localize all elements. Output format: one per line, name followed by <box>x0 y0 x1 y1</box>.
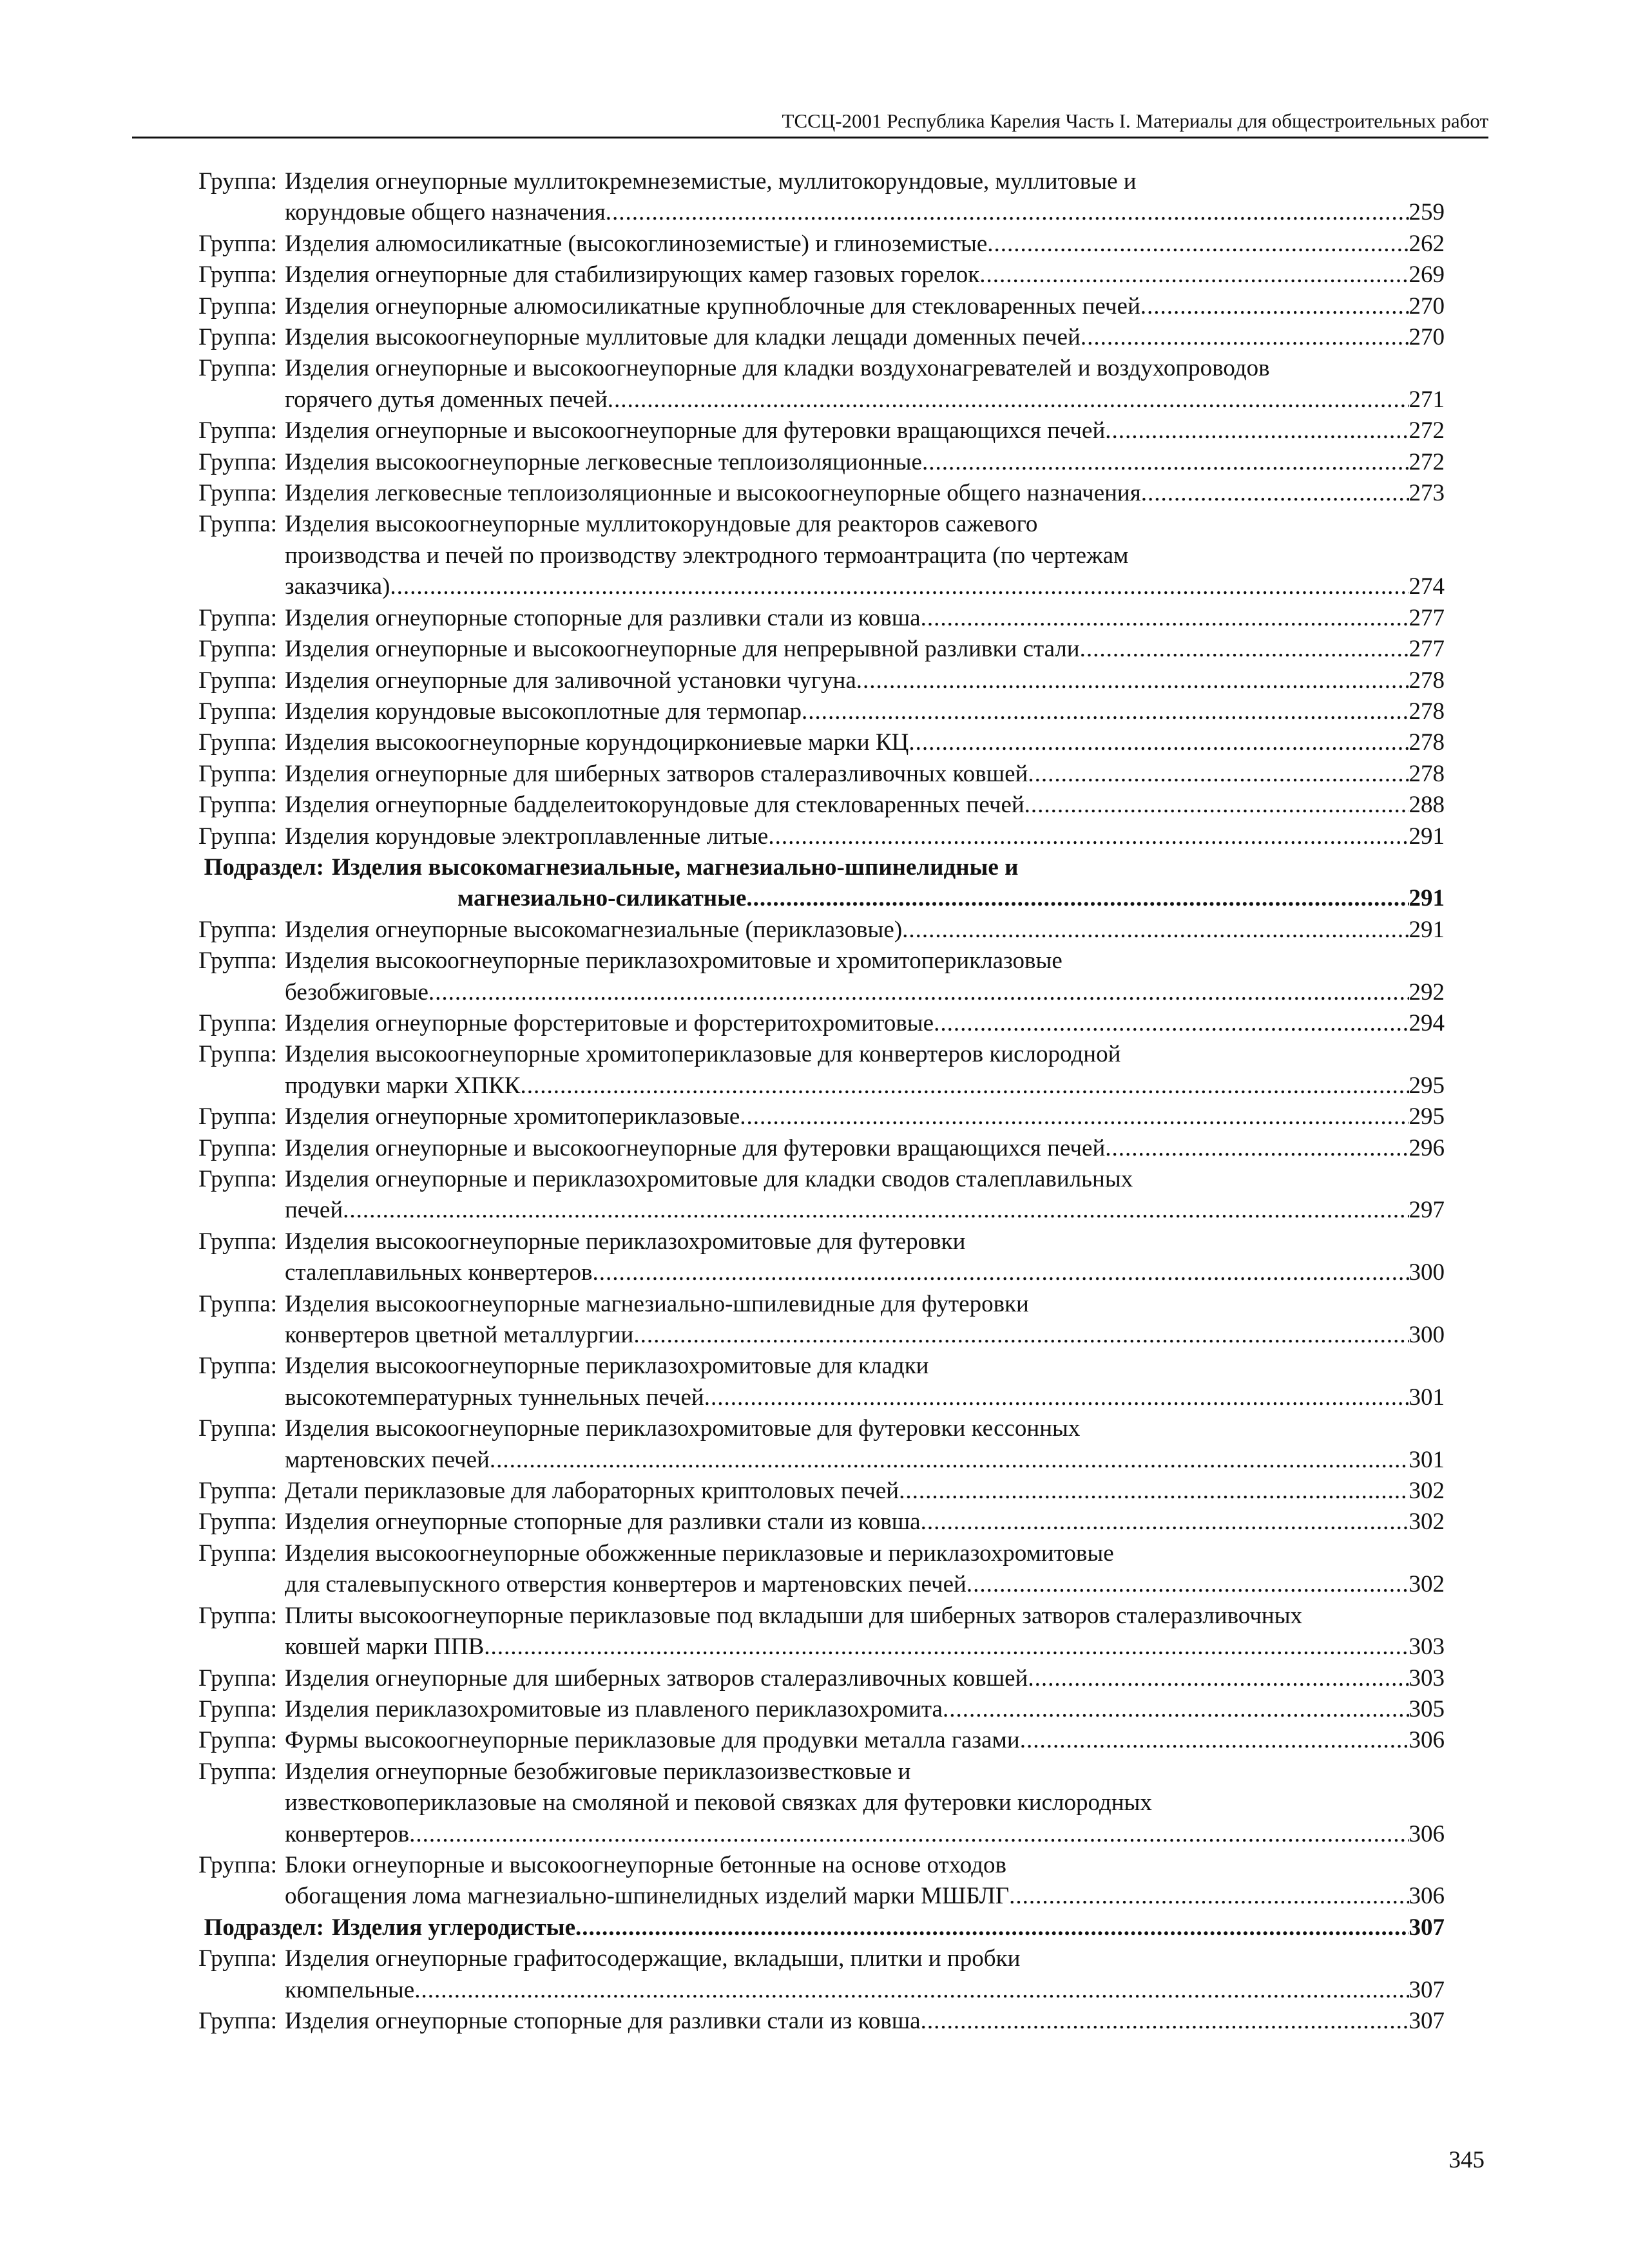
toc-leader-dots <box>633 1320 1409 1351</box>
toc-entry-page: 278 <box>1409 760 1445 787</box>
toc-entry-prefix: Группа: <box>198 1478 277 1505</box>
toc-entry-title-line: мартеновских печей <box>285 1446 490 1473</box>
toc-leader-dots <box>746 883 1409 914</box>
toc-entry-page: 307 <box>1409 1914 1445 1941</box>
toc-entry-title-line: Изделия высокоогнеупорные обожженные периклазовые и периклазохромитовые <box>285 1539 1114 1567</box>
toc-entry-title-line: Изделия огнеупорные стопорные для разливки стали из ковша <box>285 1509 921 1536</box>
toc-entry-page: 270 <box>1409 324 1445 351</box>
toc-entry-title-line: Изделия высокоогнеупорные периклазохромитовые для футеровки кессонных <box>285 1415 1081 1442</box>
toc-entry-title-line: Изделия высокоогнеупорные магнезиально-шпилевидные для футеровки <box>285 1290 1029 1317</box>
toc-entry-page: 292 <box>1409 978 1445 1005</box>
toc-subsection-entry <box>174 852 1445 915</box>
toc-entry-page: 302 <box>1409 1478 1445 1505</box>
toc-entry-title-line: Изделия высокоогнеупорные периклазохромитовые для футеровки <box>285 1228 966 1255</box>
toc-entry-page: 269 <box>1409 262 1445 289</box>
toc-entry-prefix: Группа: <box>198 1727 277 1754</box>
toc-entry-title-line: Изделия огнеупорные хромитопериклазовые <box>285 1103 740 1130</box>
toc-group-entry <box>174 260 1445 291</box>
toc-entry-prefix: Группа: <box>198 1353 277 1380</box>
toc-leader-dots <box>1081 322 1409 353</box>
toc-group-entry <box>174 634 1445 665</box>
toc-group-entry <box>174 727 1445 758</box>
toc-entry-prefix: Группа: <box>198 262 277 289</box>
toc-entry-title-line: Изделия корундовые электроплавленные литые <box>285 823 769 850</box>
toc-entry-title-line: Изделия легковесные теплоизоляционные и высокоогнеупорные общего назначения <box>285 480 1141 507</box>
toc-entry-page: 278 <box>1409 729 1445 756</box>
toc-entry-page: 296 <box>1409 1134 1445 1161</box>
toc-entry-page: 301 <box>1409 1384 1445 1411</box>
toc-entry-prefix: Группа: <box>198 1695 277 1722</box>
toc-entry-page: 278 <box>1409 698 1445 725</box>
toc-entry-prefix: Группа: <box>198 292 277 319</box>
toc-entry-title-line: Изделия высокоогнеупорные легковесные теплоизоляционные <box>285 448 922 475</box>
toc-group-entry <box>174 1757 1445 1850</box>
toc-leader-dots <box>608 385 1409 415</box>
toc-group-entry <box>174 478 1445 509</box>
toc-entry-prefix: Подраздел: <box>204 853 324 881</box>
toc-leader-dots <box>390 571 1409 602</box>
toc-entry-title-line: ковшей марки ППВ <box>285 1634 485 1661</box>
toc-entry-page: 301 <box>1409 1446 1445 1473</box>
toc-entry-title-line: Изделия огнеупорные и высокоогнеупорные для непрерывной разливки стали <box>285 636 1080 663</box>
toc-entry-title-line: Изделия высокоогнеупорные муллитовые для кладки лещади доменных печей <box>285 324 1081 351</box>
toc-group-entry <box>174 509 1445 602</box>
toc-entry-title-line: горячего дутья доменных печей <box>285 386 608 413</box>
toc-group-entry <box>174 1601 1445 1663</box>
toc-leader-dots <box>802 696 1409 727</box>
toc-leader-dots <box>768 821 1409 852</box>
toc-group-entry <box>174 1289 1445 1351</box>
toc-group-entry <box>174 1351 1445 1413</box>
toc-entry-page: 297 <box>1409 1197 1445 1224</box>
toc-entry-prefix: Группа: <box>198 355 277 382</box>
toc-group-entry <box>174 1039 1445 1101</box>
toc-entry-prefix: Группа: <box>198 1945 277 1972</box>
toc-entry-page: 291 <box>1409 823 1445 850</box>
toc-entry-title-line: Плиты высокоогнеупорные периклазовые под вкладыши для шиберных затворов сталеразливочных <box>285 1602 1303 1629</box>
toc-entry-prefix: Группа: <box>198 1103 277 1130</box>
toc-group-entry <box>174 166 1445 229</box>
toc-entry-prefix: Группа: <box>198 1664 277 1691</box>
toc-entry-title-line: Изделия огнеупорные графитосодержащие, вкладыши, плитки и пробки <box>285 1945 1021 1972</box>
toc-entry-title-line: Изделия огнеупорные муллитокремнеземистые, муллитокорундовые, муллитовые и <box>285 168 1137 195</box>
toc-entry-title-line: Изделия огнеупорные стопорные для разливки стали из ковша <box>285 604 921 631</box>
toc-entry-prefix: Группа: <box>198 417 277 444</box>
toc-leader-dots <box>606 197 1409 228</box>
toc-entry-page: 306 <box>1409 1883 1445 1910</box>
toc-entry-page: 300 <box>1409 1322 1445 1349</box>
toc-group-entry <box>174 1663 1445 1694</box>
toc-group-entry <box>174 2006 1445 2037</box>
toc-group-entry <box>174 1538 1445 1601</box>
toc-entry-title-line: Фурмы высокоогнеупорные периклазовые для продувки металла газами <box>285 1727 1020 1754</box>
toc-entry-prefix: Группа: <box>198 1228 277 1255</box>
toc-entry-title-line: Блоки огнеупорные и высокоогнеупорные бетонные на основе отходов <box>285 1851 1006 1878</box>
toc-leader-dots <box>922 447 1409 478</box>
toc-entry-page: 307 <box>1409 2007 1445 2034</box>
toc-entry-title-line: Изделия огнеупорные для шиберных затворов сталеразливочных ковшей <box>285 760 1028 787</box>
toc-entry-page: 295 <box>1409 1072 1445 1099</box>
toc-entry-prefix: Группа: <box>198 480 277 507</box>
toc-leader-dots <box>1028 759 1409 790</box>
running-header <box>132 108 1488 138</box>
toc-leader-dots <box>740 1101 1409 1132</box>
toc-leader-dots <box>343 1195 1409 1226</box>
toc-entry-page: 272 <box>1409 417 1445 444</box>
running-header-title: ТССЦ-2001 Республика Карелия Часть I. Материалы для общестроительных работ <box>782 110 1488 132</box>
toc-group-entry <box>174 291 1445 322</box>
toc-entry-page: 303 <box>1409 1634 1445 1661</box>
toc-group-entry <box>174 447 1445 478</box>
toc-leader-dots <box>909 727 1409 758</box>
toc-group-entry <box>174 1008 1445 1039</box>
toc-group-entry <box>174 353 1445 415</box>
toc-leader-dots <box>987 229 1409 260</box>
toc-entry-page: 305 <box>1409 1695 1445 1722</box>
toc-entry-page: 303 <box>1409 1664 1445 1691</box>
toc-group-entry <box>174 1413 1445 1476</box>
toc-group-entry <box>174 603 1445 634</box>
toc-entry-prefix: Группа: <box>198 916 277 943</box>
toc-entry-page: 295 <box>1409 1103 1445 1130</box>
toc-group-entry <box>174 415 1445 446</box>
toc-leader-dots <box>1028 1663 1409 1694</box>
toc-entry-title-line: Изделия огнеупорные форстеритовые и форстеритохромитовые <box>285 1009 934 1036</box>
toc-entry-title-line: корундовые общего назначения <box>285 199 606 226</box>
toc-leader-dots <box>856 665 1409 696</box>
page-number: 345 <box>1448 2147 1485 2173</box>
toc-entry-title-line: Изделия огнеупорные для шиберных затворов сталеразливочных ковшей <box>285 1664 1028 1691</box>
toc-entry-title-line: известковопериклазовые на смоляной и пековой связках для футеровки кислородных <box>285 1789 1152 1816</box>
toc-leader-dots <box>414 1975 1409 2006</box>
toc-leader-dots <box>921 603 1409 634</box>
toc-entry-title-line: Изделия корундовые высокоплотные для термопар <box>285 698 802 725</box>
toc-entry-title-line: Изделия огнеупорные и высокоогнеупорные для кладки воздухонагревателей и воздухопроводов <box>285 355 1270 382</box>
toc-group-entry <box>174 229 1445 260</box>
toc-entry-prefix: Группа: <box>198 1009 277 1036</box>
toc-leader-dots <box>902 915 1409 946</box>
toc-leader-dots <box>979 260 1409 291</box>
toc-entry-title-line: для сталевыпускного отверстия конвертеров и мартеновских печей <box>285 1571 966 1598</box>
toc-entry-title-line: производства и печей по производству электродного термоантрацита (по чертежам <box>285 542 1129 569</box>
toc-leader-dots <box>1009 1881 1409 1912</box>
toc-leader-dots <box>575 1912 1409 1943</box>
toc-entry-page: 277 <box>1409 604 1445 631</box>
toc-entry-prefix: Группа: <box>198 511 277 538</box>
toc-entry-prefix: Группа: <box>198 1134 277 1161</box>
toc-entry-page: 262 <box>1409 230 1445 257</box>
toc-entry-page: 288 <box>1409 792 1445 819</box>
toc-leader-dots <box>921 2006 1409 2037</box>
toc-entry-page: 294 <box>1409 1009 1445 1036</box>
toc-entry-title-line: Изделия высокомагнезиальные, магнезиально-шпинелидные и <box>332 853 1019 881</box>
toc-entry-page: 300 <box>1409 1259 1445 1286</box>
toc-entry-title-line: магнезиально-силикатные <box>457 885 747 912</box>
toc-entry-title-line: Детали периклазовые для лабораторных криптоловых печей <box>285 1478 899 1505</box>
toc-entry-prefix: Группа: <box>198 1415 277 1442</box>
toc-entry-prefix: Группа: <box>198 1851 277 1878</box>
toc-group-entry <box>174 1164 1445 1226</box>
toc-entry-title-line: Изделия периклазохромитовые из плавленого периклазохромита <box>285 1695 943 1722</box>
toc-entry-title-line: Изделия огнеупорные стопорные для разливки стали из ковша <box>285 2007 921 2034</box>
toc-entry-title-line: Изделия огнеупорные безобжиговые периклазоизвестковые и <box>285 1758 911 1785</box>
toc-entry-title-line: Изделия огнеупорные для стабилизирующих камер газовых горелок <box>285 262 980 289</box>
toc-group-entry <box>174 946 1445 1008</box>
toc-leader-dots <box>409 1819 1409 1850</box>
toc-group-entry <box>174 1725 1445 1756</box>
toc-entry-page: 273 <box>1409 480 1445 507</box>
toc-entry-page: 291 <box>1409 916 1445 943</box>
toc-entry-title-line: обогащения лома магнезиально-шпинелидных изделий марки МШБЛГ <box>285 1883 1010 1910</box>
toc-entry-page: 272 <box>1409 448 1445 475</box>
toc-group-entry <box>174 1101 1445 1132</box>
toc-entry-title-line: сталеплавильных конвертеров <box>285 1259 593 1286</box>
toc-leader-dots <box>921 1507 1409 1538</box>
toc-entry-prefix: Группа: <box>198 698 277 725</box>
toc-entry-title-line: безобжиговые <box>285 978 428 1005</box>
toc-entry-prefix: Группа: <box>198 230 277 257</box>
toc-entry-prefix: Группа: <box>198 823 277 850</box>
toc-entry-title-line: продувки марки ХПКК <box>285 1072 521 1099</box>
toc-entry-page: 302 <box>1409 1509 1445 1536</box>
toc-entry-title-line: Изделия углеродистые <box>332 1914 576 1941</box>
toc-leader-dots <box>428 977 1409 1008</box>
toc-leader-dots <box>593 1257 1409 1288</box>
toc-group-entry <box>174 915 1445 946</box>
toc-entry-page: 277 <box>1409 636 1445 663</box>
toc-entry-prefix: Группа: <box>198 760 277 787</box>
toc-entry-title-line: Изделия огнеупорные алюмосиликатные крупноблочные для стекловаренных печей <box>285 292 1140 319</box>
toc-entry-title-line: конвертеров цветной металлургии <box>285 1322 634 1349</box>
toc-group-entry <box>174 1226 1445 1289</box>
toc-entry-prefix: Группа: <box>198 729 277 756</box>
toc-entry-title-line: Изделия высокоогнеупорные периклазохромитовые и хромитопериклазовые <box>285 948 1062 975</box>
toc-entry-title-line: заказчика) <box>285 573 390 600</box>
toc-leader-dots <box>1105 415 1409 446</box>
toc-entry-prefix: Группа: <box>198 1758 277 1785</box>
toc-entry-title-line: печей <box>285 1197 343 1224</box>
toc-entry-prefix: Группа: <box>198 1602 277 1629</box>
toc-leader-dots <box>1105 1133 1409 1164</box>
toc-entry-prefix: Группа: <box>198 1290 277 1317</box>
toc-leader-dots <box>966 1569 1409 1600</box>
toc-entry-page: 274 <box>1409 573 1445 600</box>
toc-entry-title-line: Изделия огнеупорные и периклазохромитовые для кладки сводов сталеплавильных <box>285 1166 1133 1192</box>
toc-entry-page: 259 <box>1409 199 1445 226</box>
toc-entry-title-line: кюмпельные <box>285 1976 415 2003</box>
toc-entry-prefix: Группа: <box>198 168 277 195</box>
toc-leader-dots <box>1020 1725 1409 1756</box>
toc-group-entry <box>174 665 1445 696</box>
toc-entry-prefix: Группа: <box>198 1166 277 1192</box>
toc-entry-prefix: Группа: <box>198 667 277 694</box>
toc-entry-title-line: Изделия огнеупорные и высокоогнеупорные для футеровки вращающихся печей <box>285 1134 1106 1161</box>
toc-leader-dots <box>1024 790 1409 821</box>
toc-entry-page: 291 <box>1409 885 1445 912</box>
toc-leader-dots <box>490 1445 1409 1476</box>
toc-entry-prefix: Группа: <box>198 2007 277 2034</box>
toc-group-entry <box>174 1943 1445 2006</box>
toc-entry-prefix: Группа: <box>198 948 277 975</box>
toc-entry-title-line: Изделия высокоогнеупорные муллитокорундовые для реакторов сажевого <box>285 511 1038 538</box>
toc-group-entry <box>174 1476 1445 1507</box>
toc-group-entry <box>174 790 1445 821</box>
toc-leader-dots <box>520 1071 1409 1101</box>
toc-entry-prefix: Группа: <box>198 1509 277 1536</box>
toc-leader-dots <box>1080 634 1409 665</box>
toc-entry-prefix: Группа: <box>198 636 277 663</box>
toc-leader-dots <box>943 1694 1409 1725</box>
toc-entry-title-line: Изделия огнеупорные и высокоогнеупорные для футеровки вращающихся печей <box>285 417 1106 444</box>
toc-group-entry <box>174 322 1445 353</box>
toc-leader-dots <box>484 1632 1409 1663</box>
toc-entry-title-line: Изделия высокоогнеупорные периклазохромитовые для кладки <box>285 1353 929 1380</box>
toc-entry-page: 302 <box>1409 1571 1445 1598</box>
toc-leader-dots <box>899 1476 1409 1507</box>
toc-entry-prefix: Группа: <box>198 448 277 475</box>
toc-entry-title-line: Изделия огнеупорные бадделеитокорундовые для стекловаренных печей <box>285 792 1024 819</box>
toc-leader-dots <box>1140 291 1409 322</box>
toc-entry-prefix: Подраздел: <box>204 1914 324 1941</box>
toc-group-entry <box>174 696 1445 727</box>
toc-entry-title-line: конвертеров <box>285 1820 410 1847</box>
toc-group-entry <box>174 821 1445 852</box>
toc-leader-dots <box>704 1382 1409 1413</box>
table-of-contents <box>174 166 1445 2037</box>
toc-entry-title-line: Изделия алюмосиликатные (высокоглиноземистые) и глиноземистые <box>285 230 988 257</box>
toc-subsection-entry <box>174 1912 1445 1943</box>
toc-entry-prefix: Группа: <box>198 324 277 351</box>
toc-group-entry <box>174 1850 1445 1912</box>
toc-entry-title-line: высокотемпературных туннельных печей <box>285 1384 704 1411</box>
toc-group-entry <box>174 1694 1445 1725</box>
toc-leader-dots <box>934 1008 1409 1039</box>
toc-entry-title-line: Изделия огнеупорные высокомагнезиальные (периклазовые) <box>285 916 903 943</box>
toc-entry-page: 307 <box>1409 1976 1445 2003</box>
toc-entry-title-line: Изделия высокоогнеупорные корундоциркониевые марки КЦ <box>285 729 909 756</box>
toc-group-entry <box>174 1133 1445 1164</box>
toc-entry-page: 270 <box>1409 292 1445 319</box>
toc-entry-title-line: Изделия огнеупорные для заливочной установки чугуна <box>285 667 856 694</box>
toc-entry-prefix: Группа: <box>198 1539 277 1567</box>
toc-entry-page: 271 <box>1409 386 1445 413</box>
toc-entry-prefix: Группа: <box>198 792 277 819</box>
toc-entry-prefix: Группа: <box>198 604 277 631</box>
toc-entry-page: 306 <box>1409 1820 1445 1847</box>
toc-group-entry <box>174 759 1445 790</box>
toc-entry-page: 278 <box>1409 667 1445 694</box>
toc-group-entry <box>174 1507 1445 1538</box>
toc-leader-dots <box>1141 478 1409 509</box>
toc-entry-page: 306 <box>1409 1727 1445 1754</box>
toc-entry-prefix: Группа: <box>198 1041 277 1068</box>
toc-entry-title-line: Изделия высокоогнеупорные хромитопериклазовые для конвертеров кислородной <box>285 1041 1121 1068</box>
